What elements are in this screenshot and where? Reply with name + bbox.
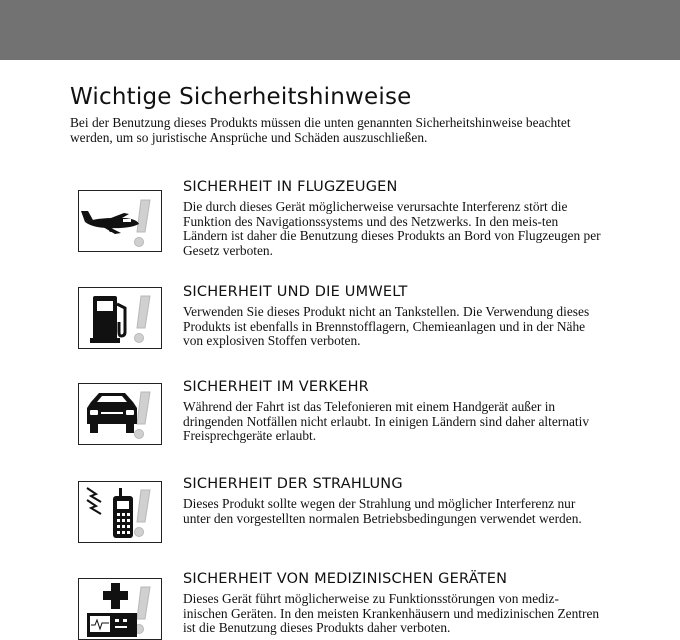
section-title: SICHERHEIT IM VERKEHR bbox=[183, 379, 369, 395]
section-title: SICHERHEIT DER STRAHLUNG bbox=[183, 476, 403, 492]
section-body: Dieses Produkt sollte wegen der Strahlung und möglicher Interferenz nur unter den vorgestellten normalen Betriebsbedingungen verwendet werden. bbox=[183, 496, 582, 526]
section-title: SICHERHEIT UND DIE UMWELT bbox=[183, 284, 408, 300]
section-body: Dieses Gerät führt möglicherweise zu Funktionsstörungen von mediz-inischen Geräten. In den meisten Krankenhäusern und medizinischen Zentren ist die Benutzung dieses Produkts daher verboten. bbox=[183, 591, 600, 636]
section-body: Die durch dieses Gerät möglicherweise verursachte Interferenz stört die Funktion des Navigationssystems und des Netzwerks. In den meis-ten Ländern ist daher die Benutzung dieses Produkts an Bord von Flugzeugen per Gesetz verboten. bbox=[183, 199, 601, 258]
page-title: Wichtige Sicherheitshinweise bbox=[70, 84, 412, 110]
section-title: SICHERHEIT VON MEDIZINISCHEN GERÄTEN bbox=[183, 571, 508, 587]
airplane-warning-icon bbox=[78, 190, 162, 252]
medical-device-warning-icon bbox=[78, 578, 162, 640]
radiation-phone-warning-icon bbox=[78, 481, 162, 543]
top-bar bbox=[0, 0, 680, 60]
section-title: SICHERHEIT IN FLUGZEUGEN bbox=[183, 179, 398, 195]
fuel-pump-warning-icon bbox=[78, 287, 162, 349]
section-body: Verwenden Sie dieses Produkt nicht an Tankstellen. Die Verwendung dieses Produkts ist ebenfalls in Brennstofflagern, Chemieanlagen und in der Nähe von explosiven Stoffen verboten. bbox=[183, 304, 590, 349]
section-body: Während der Fahrt ist das Telefonieren mit einem Handgerät außer in dringenden Notfällen nicht erlaubt. In einigen Ländern sind daher alternativ Freisprechgeräte erlaubt. bbox=[183, 399, 590, 444]
car-warning-icon bbox=[78, 383, 162, 445]
intro-text: Bei der Benutzung dieses Produkts müssen die unten genannten Sicherheitshinweise beachtet werden, um so juristische Ansprüche und Schäden auszuschließen. bbox=[70, 115, 571, 145]
